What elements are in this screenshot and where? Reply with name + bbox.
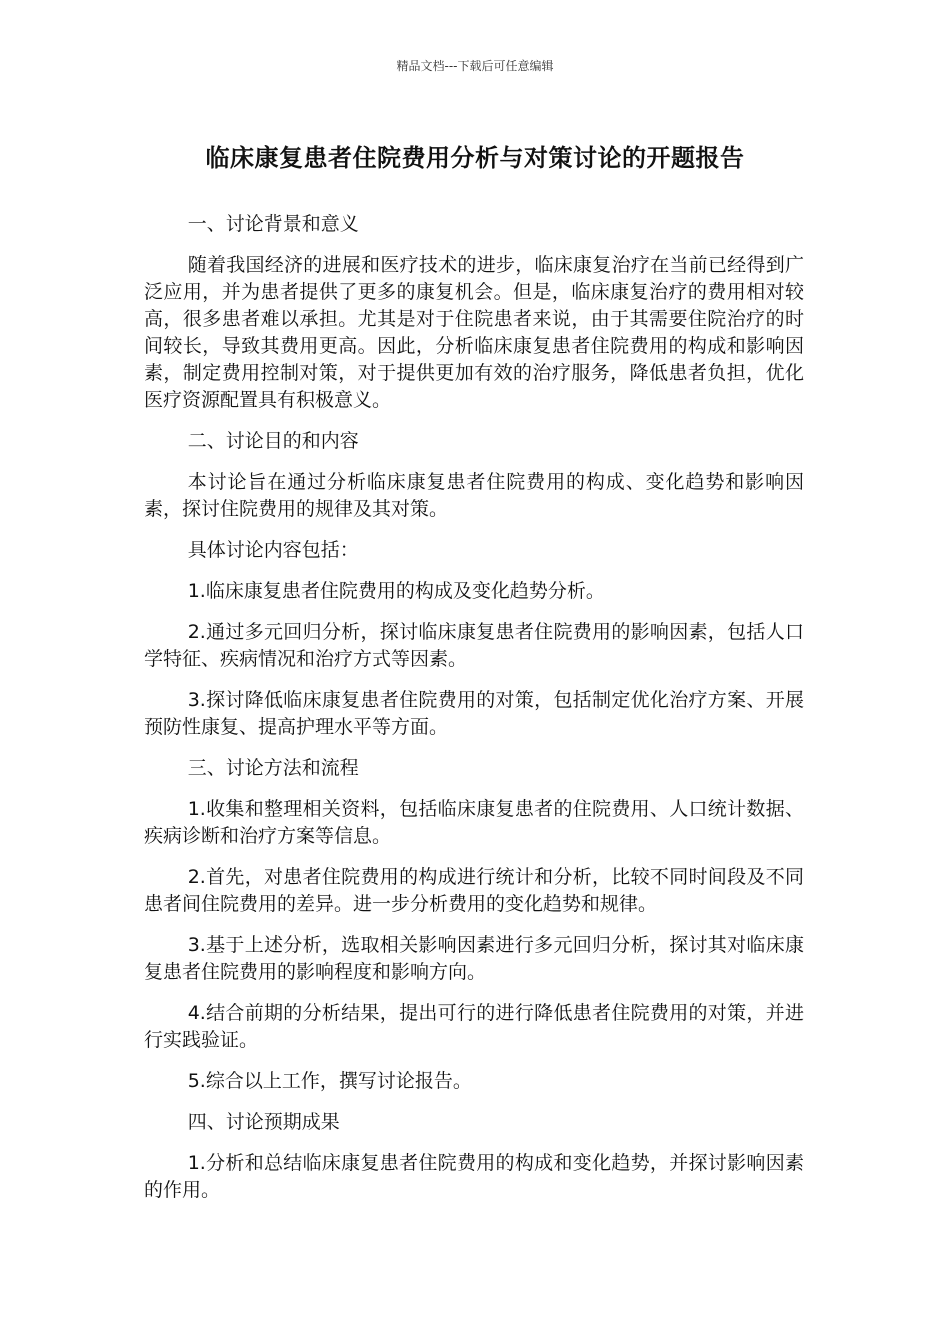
list-item-method-3: 3.基于上述分析，选取相关影响因素进行多元回归分析，探讨其对临床康复患者住院费用的影响程度和影响方向。 [144, 934, 804, 983]
list-item-method-1: 1.收集和整理相关资料，包括临床康复患者的住院费用、人口统计数据、疾病诊断和治疗方案等信息。 [144, 798, 804, 847]
document-title: 临床康复患者住院费用分析与对策讨论的开题报告 [205, 144, 745, 172]
paragraph-purpose: 本讨论旨在通过分析临床康复患者住院费用的构成、变化趋势和影响因素，探讨住院费用的规律及其对策。 [144, 471, 804, 520]
section-heading-methods: 三、讨论方法和流程 [187, 757, 359, 779]
paragraph-background: 随着我国经济的进展和医疗技术的进步，临床康复治疗在当前已经得到广泛应用，并为患者提供了更多的康复机会。但是，临床康复治疗的费用相对较高，很多患者难以承担。尤其是对于住院患者来说，由于其需要住院治疗的时间较长，导致其费用更高。因此，分析临床康复患者住院费用的构成和影响因素，制定费用控制对策，对于提供更加有效的治疗服务，降低患者负担，优化医疗资源配置具有积极意义。 [144, 254, 804, 411]
list-item-content-3: 3.探讨降低临床康复患者住院费用的对策，包括制定优化治疗方案、开展预防性康复、提高护理水平等方面。 [144, 689, 804, 738]
list-item-method-5: 5.综合以上工作，撰写讨论报告。 [187, 1070, 472, 1092]
section-heading-background: 一、讨论背景和意义 [187, 213, 359, 235]
list-item-method-4: 4.结合前期的分析结果，提出可行的进行降低患者住院费用的对策，并进行实践验证。 [144, 1002, 804, 1051]
header-note: 精品文档---下载后可任意编辑 [396, 59, 554, 73]
document-body [144, 211, 804, 1218]
section-heading-outcomes: 四、讨论预期成果 [187, 1111, 340, 1133]
list-item-content-1: 1.临床康复患者住院费用的构成及变化趋势分析。 [187, 580, 605, 602]
section-heading-purpose: 二、讨论目的和内容 [187, 430, 359, 452]
list-item-outcome-1: 1.分析和总结临床康复患者住院费用的构成和变化趋势，并探讨影响因素的作用。 [144, 1152, 804, 1201]
paragraph-content-intro: 具体讨论内容包括： [187, 539, 359, 561]
list-item-content-2: 2.通过多元回归分析，探讨临床康复患者住院费用的影响因素，包括人口学特征、疾病情况和治疗方式等因素。 [144, 621, 804, 670]
list-item-method-2: 2.首先，对患者住院费用的构成进行统计和分析，比较不同时间段及不同患者间住院费用的差异。进一步分析费用的变化趋势和规律。 [144, 866, 804, 915]
